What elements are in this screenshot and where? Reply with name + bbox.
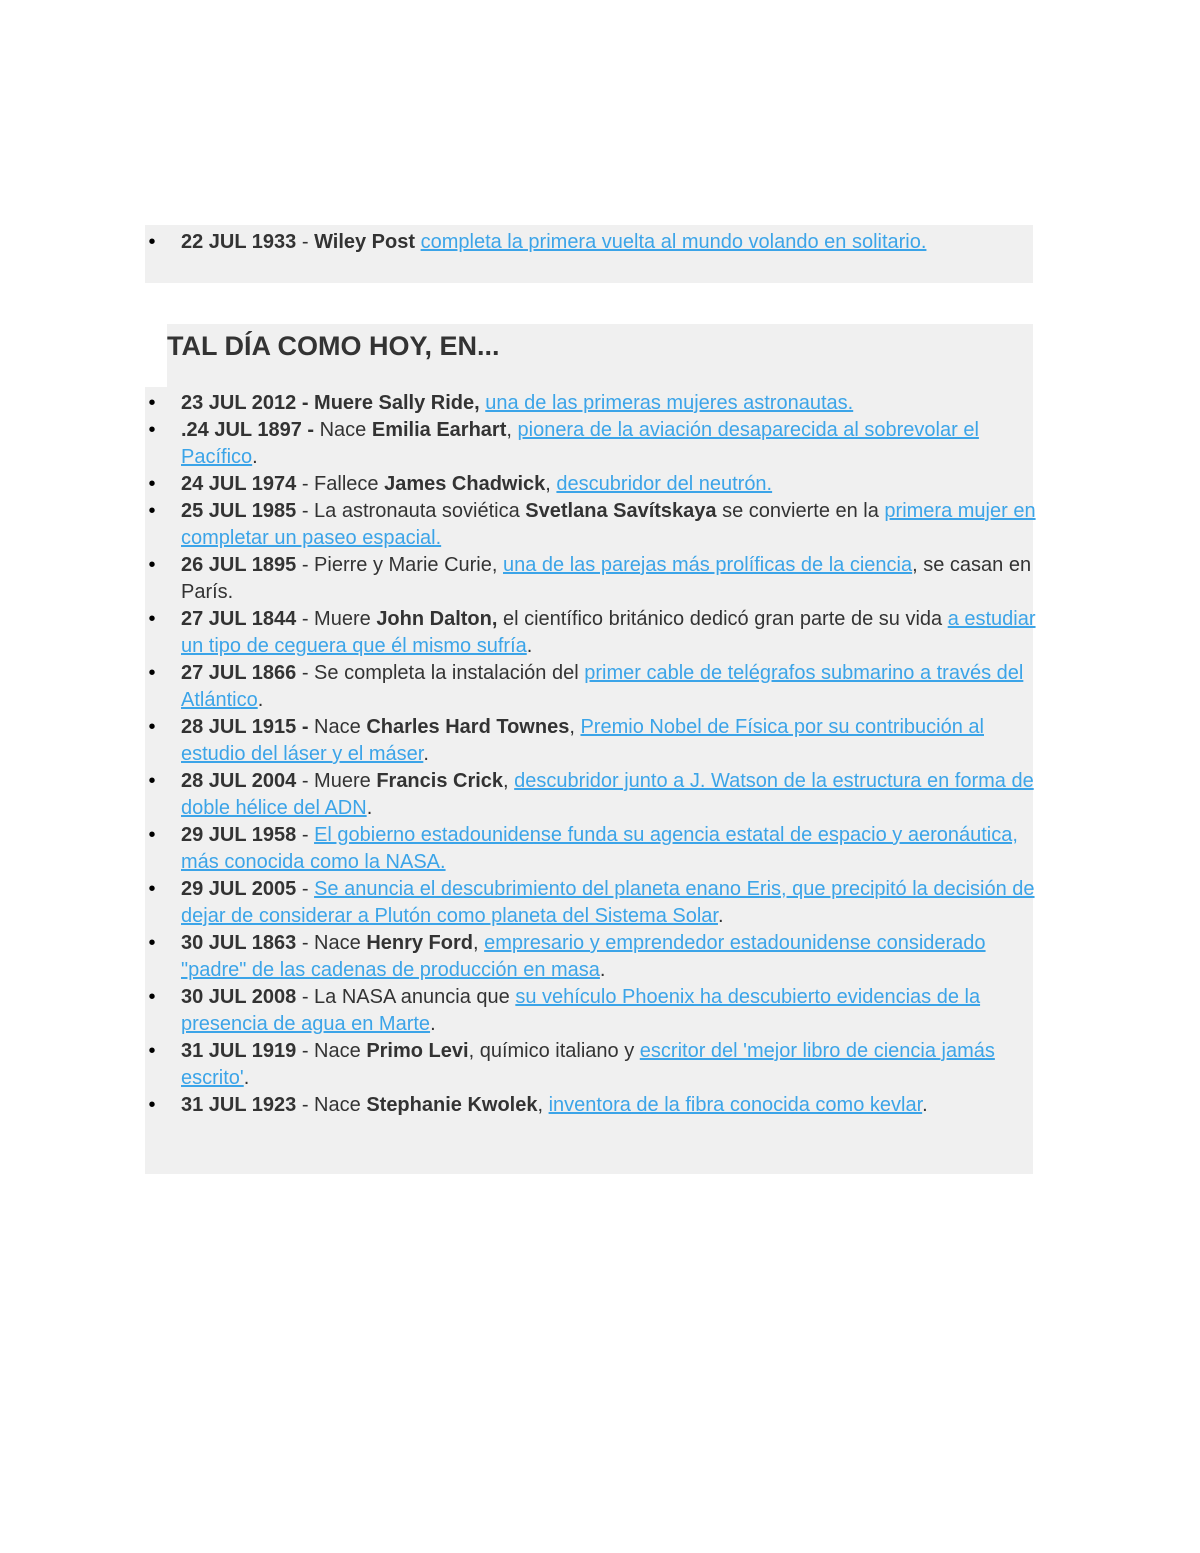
section-heading: TAL DÍA COMO HOY, EN... <box>167 331 500 361</box>
event-text: , <box>569 716 581 738</box>
event-text: Nace <box>314 419 372 441</box>
event-item <box>145 498 1041 552</box>
event-item <box>145 660 1041 714</box>
event-item <box>145 984 1041 1038</box>
event-date: 30 JUL 2008 <box>181 986 297 1008</box>
bullet-icon: • <box>148 473 156 495</box>
event-date: 29 JUL 1958 <box>181 824 297 846</box>
event-person: Stephanie Kwolek <box>366 1094 538 1116</box>
event-date: 23 JUL 2012 - Muere Sally Ride, <box>181 392 480 414</box>
event-text: - La astronauta soviética <box>296 500 526 522</box>
event-text: , <box>506 419 518 441</box>
on-this-day-block <box>145 324 1036 1174</box>
event-text: - La NASA anuncia que <box>296 986 516 1008</box>
event-date: 28 JUL 2004 <box>181 770 297 792</box>
event-item <box>145 768 1041 822</box>
event-person: Henry Ford <box>366 932 473 954</box>
bullet-icon: • <box>148 932 156 954</box>
event-text: - Pierre y Marie Curie, <box>296 554 503 576</box>
bullet-icon: • <box>148 1094 156 1116</box>
bullet-icon: • <box>148 878 156 900</box>
event-text: . <box>717 905 724 927</box>
event-text: . <box>243 1067 250 1089</box>
event-text: . <box>526 635 533 657</box>
bullet-icon: • <box>148 662 156 684</box>
event-link[interactable]: pionera de la aviación desaparecida al sobrevolar el Pacífico <box>181 419 979 468</box>
event-text: . <box>252 446 258 468</box>
event-date: 25 JUL 1985 <box>181 500 297 522</box>
event-link[interactable]: primer cable de telégrafos submarino a través del Atlántico <box>181 662 1024 711</box>
event-text: - Nace <box>296 1094 367 1116</box>
event-link[interactable]: primera mujer en completar un paseo espacial. <box>181 500 1036 549</box>
event-text: , se casan en París. <box>181 554 1032 603</box>
event-link[interactable]: descubridor del neutrón. <box>556 473 773 495</box>
event-link[interactable]: a estudiar un tipo de ceguera que él mismo sufría <box>181 608 1036 657</box>
event-person: Charles Hard Townes <box>366 716 570 738</box>
event-item <box>145 471 1041 498</box>
event-date: .24 JUL 1897 - <box>181 419 315 441</box>
event-text: . <box>922 1094 928 1116</box>
event-link[interactable]: El gobierno estadounidense funda su agencia estatal de espacio y aeronáutica, más conocida como la NASA. <box>181 824 1018 873</box>
event-text: . <box>257 689 264 711</box>
event-item <box>145 229 1041 256</box>
event-link[interactable]: una de las parejas más prolíficas de la ciencia <box>503 554 913 576</box>
event-item <box>145 1092 1041 1119</box>
event-text: . <box>599 959 606 981</box>
heading-notch <box>145 324 167 387</box>
event-person: James Chadwick <box>384 473 546 495</box>
event-link[interactable]: una de las primeras mujeres astronautas. <box>485 392 854 414</box>
event-link[interactable]: Se anuncia el descubrimiento del planeta enano Eris, que precipitó la decisión de dejar de considerar a Plutón como planeta del Sistema Solar <box>181 878 1035 927</box>
event-list <box>145 390 1041 1119</box>
event-text: , químico italiano y <box>468 1040 640 1062</box>
event-text: , <box>537 1094 549 1116</box>
event-text: , <box>503 770 515 792</box>
event-text: , <box>473 932 485 954</box>
bullet-icon: • <box>148 1040 156 1062</box>
bullet-icon: • <box>148 392 156 414</box>
event-date: 26 JUL 1895 <box>181 554 297 576</box>
event-link[interactable]: escritor del 'mejor libro de ciencia jamás escrito' <box>181 1040 995 1089</box>
event-link[interactable]: empresario y emprendedor estadounidense considerado "padre" de las cadenas de producción en masa <box>181 932 986 981</box>
event-link[interactable]: inventora de la fibra conocida como kevlar <box>548 1094 923 1116</box>
bullet-icon: • <box>148 716 156 738</box>
bullet-icon: • <box>148 500 156 522</box>
event-person: Francis Crick <box>376 770 504 792</box>
event-link[interactable]: Premio Nobel de Física por su contribución al estudio del láser y el máser <box>181 716 984 765</box>
bullet-icon: • <box>148 770 156 792</box>
event-date: 31 JUL 1923 <box>181 1094 297 1116</box>
event-text: - Nace <box>296 1040 367 1062</box>
event-text: - Muere <box>296 770 377 792</box>
event-date: 27 JUL 1866 <box>181 662 297 684</box>
event-text: - Nace <box>296 932 367 954</box>
event-text: - <box>296 231 315 253</box>
event-item <box>145 930 1041 984</box>
event-text: el científico británico dedicó gran parte de su vida <box>497 608 948 630</box>
event-person: Svetlana Savítskaya <box>525 500 717 522</box>
event-date: 22 JUL 1933 <box>181 231 297 253</box>
event-text: , <box>545 473 557 495</box>
event-text: - Fallece <box>296 473 385 495</box>
event-date: 31 JUL 1919 <box>181 1040 297 1062</box>
event-text: . <box>430 1013 436 1035</box>
event-text: - <box>296 878 315 900</box>
bullet-icon: • <box>148 554 156 576</box>
event-text: - Se completa la instalación del <box>296 662 585 684</box>
event-item <box>145 552 1041 606</box>
event-item <box>145 390 1041 417</box>
event-date: 28 JUL 1915 - <box>181 716 309 738</box>
event-person: John Dalton, <box>376 608 498 630</box>
event-link[interactable]: su vehículo Phoenix ha descubierto evidencias de la presencia de agua en Marte <box>181 986 981 1035</box>
event-item <box>145 714 1041 768</box>
event-text: . <box>366 797 373 819</box>
event-person: Primo Levi <box>366 1040 469 1062</box>
event-text: . <box>423 743 429 765</box>
event-date: 24 JUL 1974 <box>181 473 297 495</box>
event-text: - Muere <box>296 608 377 630</box>
event-item <box>145 1038 1041 1092</box>
event-item <box>145 822 1041 876</box>
bullet-icon: • <box>148 231 156 253</box>
bullet-icon: • <box>148 608 156 630</box>
event-text: - <box>296 824 315 846</box>
event-link[interactable]: completa la primera vuelta al mundo volando en solitario. <box>420 231 927 253</box>
event-date: 27 JUL 1844 <box>181 608 297 630</box>
event-text: Nace <box>308 716 367 738</box>
event-link[interactable]: descubridor junto a J. Watson de la estructura en forma de doble hélice del ADN <box>181 770 1034 819</box>
bullet-icon: • <box>148 824 156 846</box>
event-date: 30 JUL 1863 <box>181 932 297 954</box>
event-person: Wiley Post <box>314 231 416 253</box>
top-event-block <box>145 225 1033 283</box>
event-date: 29 JUL 2005 <box>181 878 297 900</box>
event-item <box>145 417 1041 471</box>
top-event-list <box>145 229 1041 256</box>
event-person: Emilia Earhart <box>371 419 507 441</box>
event-text: se convierte en la <box>716 500 885 522</box>
event-item <box>145 876 1041 930</box>
bullet-icon: • <box>148 986 156 1008</box>
bullet-icon: • <box>148 419 156 441</box>
event-item <box>145 606 1041 660</box>
